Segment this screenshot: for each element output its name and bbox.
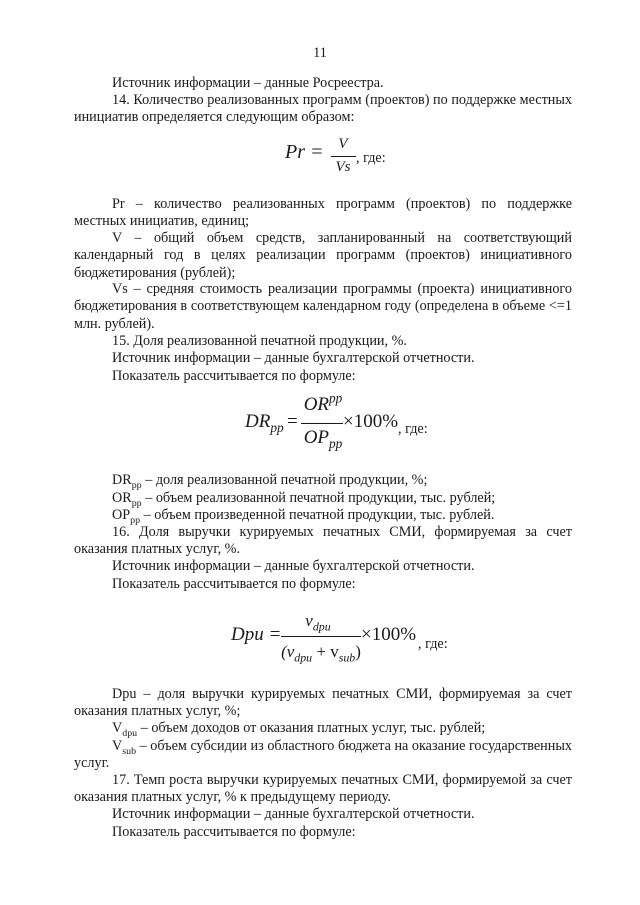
formula-dpu-lhs: Dpu = bbox=[231, 624, 282, 645]
op-definition: $OP_{pp}$ – объем произведенной печатной продукции, тыс. рублей. bbox=[112, 507, 495, 526]
formula-dr-den: $OP_{pp}$ bbox=[303, 427, 343, 451]
formula-pr-suffix: , где: bbox=[356, 150, 386, 166]
formula-pr-num: V bbox=[338, 136, 348, 152]
formula-pr-lhs: Pr = bbox=[285, 141, 324, 163]
source-accounting-2: Источник информации – данные бухгалтерской отчетности. bbox=[112, 558, 475, 574]
formula-dpu-num: $v_{dpu}$ bbox=[305, 611, 331, 634]
formula-pr-bar bbox=[331, 156, 356, 157]
formula-dr-num: $OR^{pp}$ bbox=[303, 390, 343, 415]
vdpu-definition: $V_{dpu}$ – объем доходов от оказания платных услуг, тыс. рублей; bbox=[112, 720, 486, 739]
formula-dr-mult: ×100% bbox=[343, 411, 399, 432]
formula-dpu-suffix: , где: bbox=[418, 636, 448, 652]
formula-dr-suffix: , где: bbox=[398, 421, 428, 437]
source-rosreestr: Источник информации – данные Росреестра. bbox=[112, 75, 384, 91]
item-14: 14. Количество реализованных программ (проектов) по поддержке местных инициатив определяется следующим образом: bbox=[74, 92, 572, 126]
item-17: 17. Темп роста выручки курируемых печатных СМИ, формируемой за счет оказания платных услуг, % к предыдущему периоду. bbox=[74, 772, 572, 806]
formula-intro-3: Показатель рассчитывается по формуле: bbox=[112, 824, 356, 840]
item-16: 16. Доля выручки курируемых печатных СМИ, формируемая за счет оказания платных услуг, %. bbox=[74, 524, 572, 558]
formula-dpu-mult: ×100% bbox=[361, 624, 417, 645]
formula-intro-2: Показатель рассчитывается по формуле: bbox=[112, 576, 356, 592]
formula-intro-1: Показатель рассчитывается по формуле: bbox=[112, 368, 356, 384]
vsub-definition: $V_{sub}$ – объем субсидии из областного бюджета на оказание государственных услуг. bbox=[74, 738, 572, 772]
source-accounting-3: Источник информации – данные бухгалтерской отчетности. bbox=[112, 806, 475, 822]
formula-dpu-den: $(v_{dpu} + v_{sub})$ bbox=[281, 642, 361, 665]
source-accounting-1: Источник информации – данные бухгалтерской отчетности. bbox=[112, 350, 475, 366]
formula-dr-lhs: $DR_{pp}$ bbox=[245, 411, 284, 435]
dr-definition: $DR_{pp}$ – доля реализованной печатной продукции, %; bbox=[112, 472, 428, 491]
item-15: 15. Доля реализованной печатной продукции, %. bbox=[112, 333, 407, 349]
formula-dpu-bar bbox=[281, 636, 361, 637]
page-number: 11 bbox=[313, 45, 327, 61]
v-definition: V – общий объем средств, запланированный на соответствующий календарный год в целях реализации программ (проектов) инициативного бюджетирования (рублей); bbox=[74, 230, 572, 281]
vs-definition: Vs – средняя стоимость реализации программы (проекта) инициативного бюджетирования в соответствующем календарном году (определена в объеме <=1 млн. рублей). bbox=[74, 281, 572, 332]
formula-pr-den: Vs bbox=[335, 159, 351, 175]
or-definition: $OR_{pp}$ – объем реализованной печатной продукции, тыс. рублей; bbox=[112, 490, 496, 509]
pr-definition: Pr – количество реализованных программ (проектов) по поддержке местных инициатив, единиц; bbox=[74, 196, 572, 230]
formula-dr-bar bbox=[301, 423, 343, 424]
dpu-definition: Dpu – доля выручки курируемых печатных СМИ, формируемая за счет оказания платных услуг, %; bbox=[74, 686, 572, 720]
formula-dr-eq: = bbox=[287, 411, 298, 432]
